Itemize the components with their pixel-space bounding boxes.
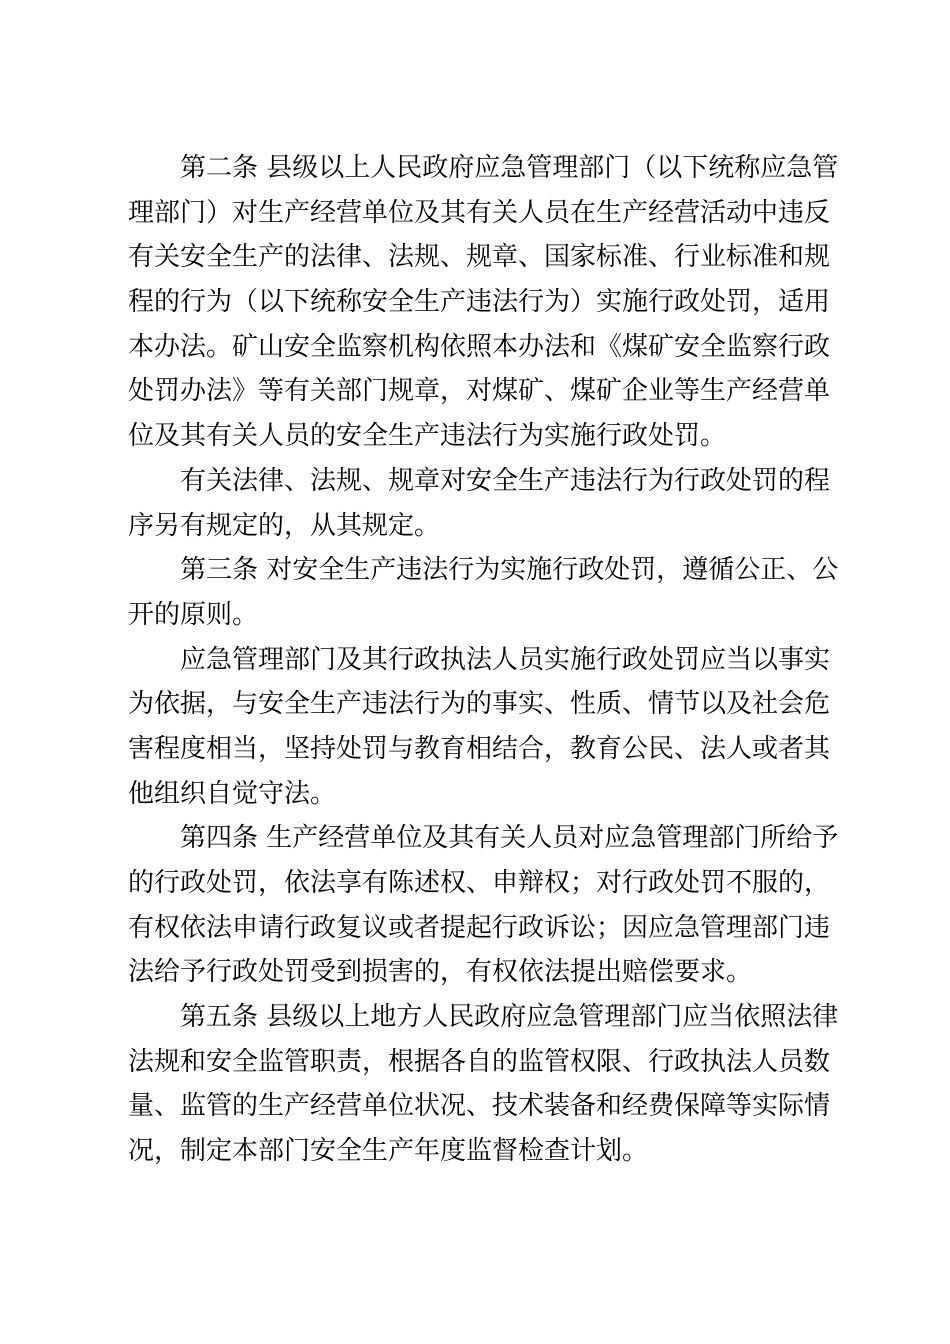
- paragraph-line: 应急管理部门及其行政执法人员实施行政处罚应当以事实: [180, 644, 831, 675]
- paragraph-line: 序另有规定的，从其规定。: [128, 510, 441, 541]
- paragraph-line: 第五条 县级以上地方人民政府应急管理部门应当依照法律: [180, 1002, 839, 1033]
- paragraph-line: 的行政处罚，依法享有陈述权、申辩权；对行政处罚不服的，: [128, 868, 831, 898]
- paragraph-line: 为依据，与安全生产违法行为的事实、性质、情节以及社会危: [128, 689, 831, 720]
- paragraph-line: 害程度相当，坚持处罚与教育相结合，教育公民、法人或者其: [128, 733, 831, 764]
- paragraph-line: 理部门）对生产经营单位及其有关人员在生产经营活动中违反: [128, 197, 831, 228]
- paragraph-line: 位及其有关人员的安全生产违法行为实施行政处罚。: [128, 421, 727, 452]
- paragraph-line: 量、监管的生产经营单位状况、技术装备和经费保障等实际情: [128, 1091, 831, 1122]
- paragraph: [128, 146, 839, 459]
- paragraph-line: 程的行为（以下统称安全生产违法行为）实施行政处罚，适用: [128, 287, 831, 318]
- paragraph: [128, 816, 839, 995]
- paragraph-line: 法规和安全监管职责，根据各自的监管权限、行政执法人员数: [128, 1046, 831, 1077]
- paragraph-line: 有关法律、法规、规章对安全生产违法行为行政处罚的程: [180, 465, 831, 496]
- document-page: [128, 146, 839, 1174]
- paragraph-line: 有关安全生产的法律、法规、规章、国家标准、行业标准和规: [128, 242, 831, 273]
- paragraph-line: 有权依法申请行政复议或者提起行政诉讼；因应急管理部门违: [128, 912, 831, 943]
- paragraph-line: 他组织自觉守法。: [128, 778, 337, 809]
- paragraph: [128, 638, 831, 817]
- paragraph-line: 法给予行政处罚受到损害的，有权依法提出赔偿要求。: [128, 957, 753, 988]
- paragraph: [128, 459, 831, 548]
- paragraph-line: 况，制定本部门安全生产年度监督检查计划。: [128, 1136, 649, 1167]
- paragraph-line: 开的原则。: [128, 599, 259, 630]
- paragraph: [128, 995, 839, 1174]
- paragraph: [128, 548, 839, 637]
- paragraph-line: 第四条 生产经营单位及其有关人员对应急管理部门所给予: [180, 823, 839, 854]
- paragraph-line: 第二条 县级以上人民政府应急管理部门（以下统称应急管: [180, 153, 839, 183]
- paragraph-line: 第三条 对安全生产违法行为实施行政处罚，遵循公正、公: [180, 555, 839, 586]
- paragraph-line: 处罚办法》等有关部门规章，对煤矿、煤矿企业等生产经营单: [128, 376, 831, 407]
- paragraph-line: 本办法。矿山安全监察机构依照本办法和《煤矿安全监察行政: [128, 331, 831, 362]
